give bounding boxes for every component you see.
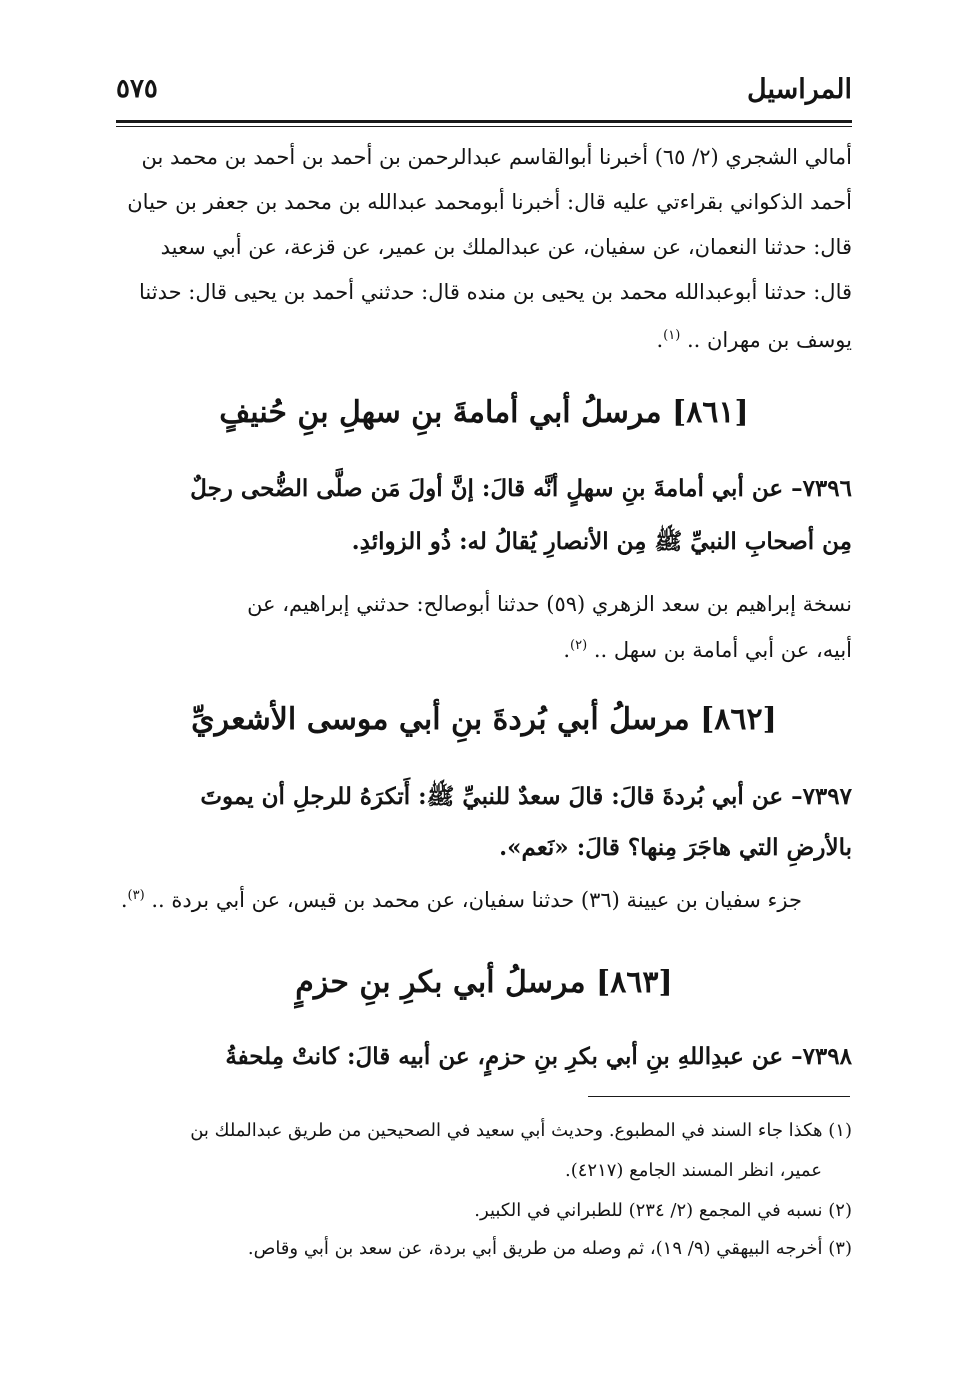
header-rule [116, 120, 852, 123]
page-number: ٥٧٥ [116, 74, 158, 104]
header-rule-thin [116, 126, 852, 127]
continuation-line-2: أحمد الذكواني بقراءتي عليه قال: أخبرنا أبومحمد عبدالله بن محمد بن جعفر بن حيان [127, 190, 852, 214]
footnote-mark-3: (٣) [127, 888, 145, 903]
footnote-2: (٢) نسبه في المجمع (٢/ ٢٣٤) للطبراني في الكبير. [474, 1200, 852, 1221]
hadith-7397-line-2: بالأرضِ التي هاجَرَ مِنها؟ قالَ: «نَعم». [499, 834, 852, 861]
source-861-line-2: أبيه، عن أبي أمامة بن سهل .. $^{(٢)}$. [563, 638, 852, 662]
footnote-3: (٣) أخرجه البيهقي (٩/ ١٩)، ثم وصله من طريق أبي بردة، عن سعد بن أبي وقاص. [247, 1238, 852, 1259]
section-heading-863: [٨٦٣] مرسلُ أبي بكرِ بنِ حزمٍ [295, 965, 673, 1000]
footnote-mark-2: (٢) [570, 638, 588, 653]
hadith-7396-line-2: مِن أصحابِ النبيِّ ﷺ مِن الأنصارِ يُقالُ له: ذُو الزوائدِ. [351, 528, 852, 555]
hadith-7397-line-1: ٧٣٩٧– عن أبي بُردةَ قالَ: قالَ سعدٌ للنبيِّ ﷺ: أَتكرَهُ للرجلِ أن يموتَ [200, 783, 852, 810]
running-title: المراسيل [747, 74, 852, 105]
footnote-1-line-1: (١) هكذا جاء السند في المطبوع. وحديث أبي سعيد في الصحيحين من طريق عبدالملك بن [190, 1120, 852, 1141]
source-861-line-2-text: أبيه، عن أبي أمامة بن سهل .. [593, 638, 852, 662]
continuation-line-3: قال: حدثنا النعمان، عن سفيان، عن عبدالملك بن عمير، عن قزعة، عن أبي سعيد [160, 235, 852, 259]
page-header [116, 74, 852, 118]
hadith-7396-line-1: ٧٣٩٦– عن أبي أمامةَ بنِ سهلٍ أنَّه قالَ: إنَّ أولَ مَن صلَّى الضُّحى رجلٌ [190, 475, 852, 502]
source-862-line-1: جزء سفيان بن عيينة (٣٦) حدثنا سفيان، عن محمد بن قيس، عن أبي بردة .. $^{(٣)}$. [120, 888, 802, 912]
footnote-1-line-2: عمير، انظر المسند الجامع (٤٢١٧). [565, 1160, 822, 1181]
section-heading-861: [٨٦١] مرسلُ أبي أمامةَ بنِ سهلِ بنِ حُنيفٍ [219, 395, 749, 430]
hadith-7398-line-1: ٧٣٩٨– عن عبدِاللهِ بنِ أبي بكرِ بنِ حزمٍ، عن أبيه قالَ: كانتْ مِلحفةُ [225, 1043, 852, 1070]
continuation-line-5-text: يوسف بن مهران .. [686, 328, 852, 352]
source-862-line-1-text: جزء سفيان بن عيينة (٣٦) حدثنا سفيان، عن محمد بن قيس، عن أبي بردة .. [151, 888, 802, 912]
section-heading-862: [٨٦٢] مرسلُ أبي بُردةَ بنِ أبي موسى الأشعريِّ [191, 702, 777, 737]
source-861-line-1: نسخة إبراهيم بن سعد الزهري (٥٩) حدثنا أبوصالح: حدثني إبراهيم، عن [247, 592, 852, 616]
continuation-line-1: أمالي الشجري (٢/ ٦٥) أخبرنا أبوالقاسم عبدالرحمن بن أحمد بن أحمد بن محمد بن [141, 145, 852, 169]
continuation-line-4: قال: حدثنا أبوعبدالله محمد بن يحيى بن منده قال: حدثني أحمد بن يحيى قال: حدثنا [138, 280, 852, 304]
continuation-line-5: يوسف بن مهران .. $^{(١)}$. [656, 328, 852, 352]
footnote-mark-1: (١) [663, 328, 681, 343]
footnote-separator [588, 1096, 850, 1097]
